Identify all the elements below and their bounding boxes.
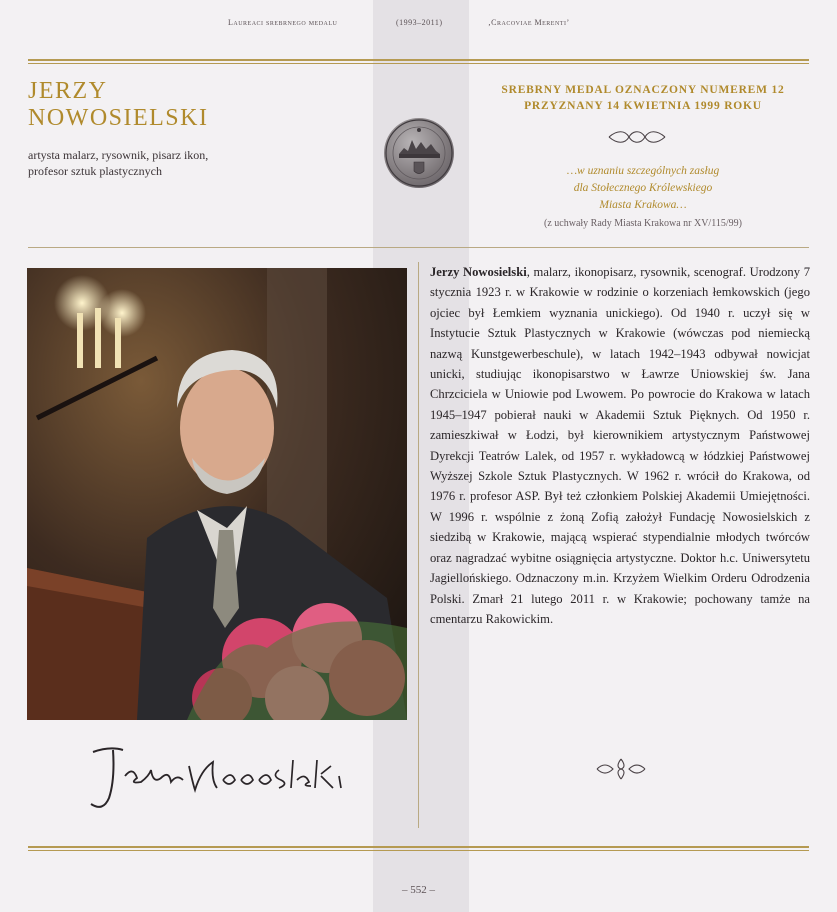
bottom-rule	[28, 846, 809, 848]
bottom-rule-thin	[28, 850, 809, 851]
column-divider	[418, 262, 419, 828]
person-name	[28, 78, 208, 132]
end-ornament-icon	[593, 757, 649, 781]
page-number: – 552 –	[402, 884, 435, 896]
top-rule	[28, 59, 809, 61]
handwritten-signature	[85, 740, 375, 820]
top-rule-thin	[28, 63, 809, 64]
section-divider	[28, 247, 809, 248]
person-role	[28, 147, 208, 179]
award-quote-line1: …w uznaniu szczególnych zasług	[566, 165, 720, 177]
biography	[430, 262, 810, 629]
flourish-ornament-icon	[607, 129, 667, 145]
bio-text: , malarz, ikonopisarz, rysownik, scenograf. Urodzony 7 stycznia 1923 r. w Krakowie w rodzinie o korzeniach łemkowskich (jego ojciec był Łemkiem wyznania unickiego). Od 1940 r. uczył się w Instytucie Sztuk Plastycznych w Krakowie (wówczas pod niemiecką nazwą Kunstgewerbeschule), w latach 1942–1943 odbywał nowicjat unicki, studiując ikonopisarstwo w Ławrze Uniowskiej św. Jana Chrzciciela w Uniowie pod Lwowem. Po powrocie do Krakowa w latach 1945–1947 pobierał nauki w Akademii Sztuk Pięknych. Od 1950 r. zamieszkiwał w Łodzi, był kierownikiem artystycznym Państwowej Dyrekcji Teatrów Lalek, od 1957 r. wykładowcą w łódzkiej Państwowej Wyższej Szkole Sztuk Plastycznych. W 1962 r. wrócił do Krakowa, od 1976 r. profesor ASP. Był też członkiem Polskiej Akademii Umiejętności. W 1996 r. wspólnie z żoną Zofią założył Fundację Nowosielskich z siedzibą w Krakowie, mającą wspierać stypendialnie młodych twórców oraz nagradzać wybitne osiągnięcia artystyczne. Doktor h.c. Uniwersytetu Jagiellońskiego. Odznaczony m.in. Krzyżem Wielkim Orderu Odrodzenia Polski. Zmarł 21 lutego 2011 r. w Krakowie; pochowany tamże na cmentarzu Rakowickim.	[430, 265, 810, 626]
person-last-name: NOWOSIELSKI	[28, 105, 209, 131]
portrait-photo	[27, 268, 407, 720]
bio-name: Jerzy Nowosielski	[430, 265, 527, 279]
person-role-line1: artysta malarz, rysownik, pisarz ikon,	[28, 148, 209, 162]
award-quote-line3: Miasta Krakowa…	[599, 199, 687, 211]
running-header-center: (1993–2011)	[396, 18, 443, 27]
award-line2: PRZYZNANY 14 KWIETNIA 1999 ROKU	[524, 100, 762, 112]
person-first-name: JERZY	[28, 78, 108, 104]
silver-medal-image	[384, 118, 454, 188]
award-source: (z uchwały Rady Miasta Krakowa nr XV/115/99)	[544, 218, 742, 229]
person-role-line2: profesor sztuk plastycznych	[28, 164, 162, 178]
award-quote-line2: dla Stołecznego Królewskiego	[573, 182, 713, 194]
running-header-right: ‚Cracoviae Merenti’	[488, 18, 570, 27]
running-header-left: Laureaci srebrnego medalu	[228, 18, 338, 27]
award-line1: SREBRNY MEDAL OZNACZONY NUMEREM 12	[501, 84, 785, 96]
